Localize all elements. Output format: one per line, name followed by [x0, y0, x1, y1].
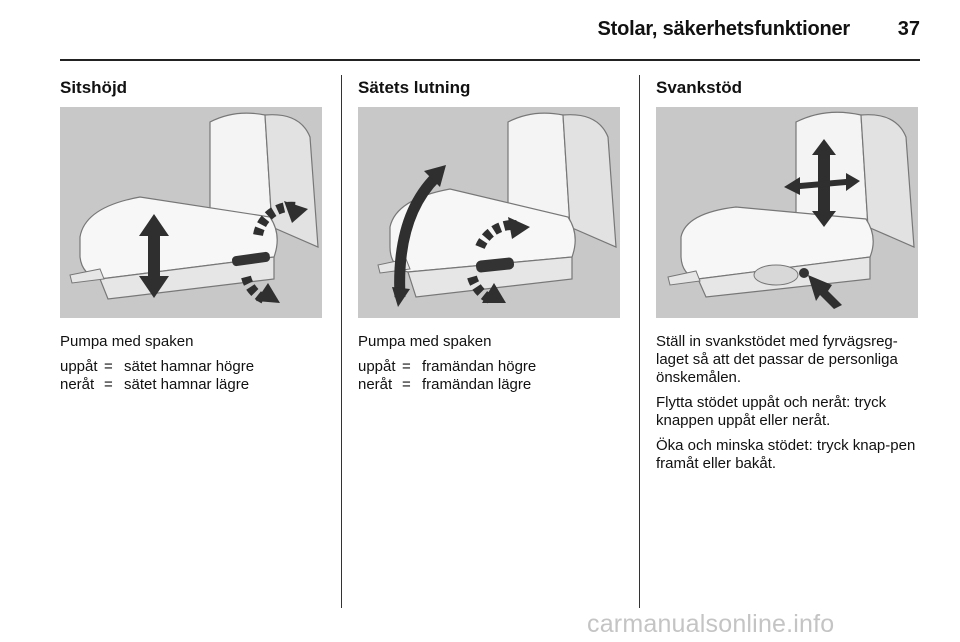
direction-row — [60, 376, 330, 394]
paragraph: Ställ in svankstödet med fyrvägsreg-laget så att det passar de personliga önskemålen. — [656, 333, 898, 386]
column-divider — [639, 75, 640, 608]
seat-tilt-text — [358, 333, 628, 394]
seat-tilt-drawing — [358, 107, 620, 318]
section-header-title: Stolar, säkerhetsfunktioner — [597, 18, 850, 40]
lumbar-support-illustration — [656, 107, 918, 318]
direction-result: sätet hamnar högre — [124, 358, 255, 375]
section-title-lumbar-support: Svankstöd — [656, 78, 742, 97]
lumbar-support-drawing — [656, 107, 918, 318]
paragraph: Öka och minska stödet: tryck knap-pen framåt eller bakåt. — [656, 437, 916, 472]
section-title-seat-tilt: Sätets lutning — [358, 78, 471, 97]
equals-sign: = — [402, 376, 411, 393]
direction-row — [60, 358, 330, 376]
direction-result: framändan högre — [422, 358, 537, 375]
equals-sign: = — [402, 358, 411, 375]
seat-height-illustration — [60, 107, 322, 318]
direction-label: neråt — [358, 376, 393, 393]
lumbar-support-text — [656, 333, 924, 480]
direction-result: sätet hamnar lägre — [124, 376, 250, 393]
direction-label: uppåt — [358, 358, 396, 375]
equals-sign: = — [104, 358, 113, 375]
paragraph: Flytta stödet uppåt och neråt: tryck knappen uppåt eller neråt. — [656, 394, 887, 429]
direction-row — [358, 376, 628, 394]
header-divider — [60, 59, 920, 61]
direction-row — [358, 358, 628, 376]
site-watermark: carmanualsonline.info — [587, 610, 835, 638]
seat-height-text — [60, 333, 330, 394]
equals-sign: = — [104, 376, 113, 393]
direction-result: framändan lägre — [422, 376, 532, 393]
direction-label: uppåt — [60, 358, 98, 375]
seat-height-drawing — [60, 107, 322, 318]
section-title-seat-height: Sitshöjd — [60, 78, 128, 97]
direction-label: neråt — [60, 376, 95, 393]
seat-tilt-illustration — [358, 107, 620, 318]
page-number: 37 — [897, 18, 920, 40]
instruction: Pumpa med spaken — [358, 333, 492, 350]
instruction: Pumpa med spaken — [60, 333, 194, 350]
column-divider — [341, 75, 342, 608]
